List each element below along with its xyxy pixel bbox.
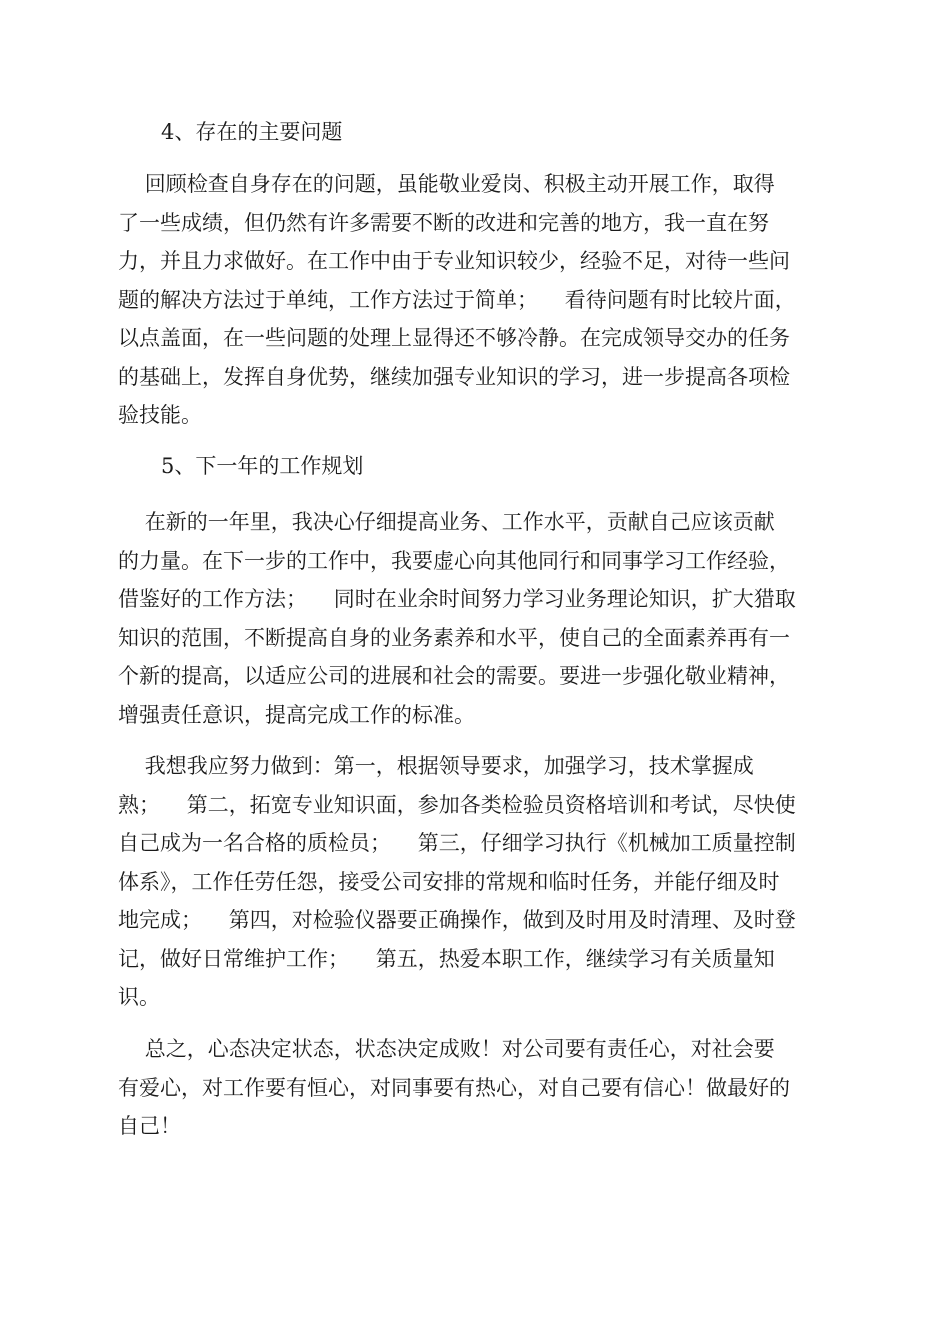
paragraph-line: 我想我应努力做到：第一，根据领导要求，加强学习，技术掌握成 [118, 754, 754, 778]
paragraph-line: 力，并且力求做好。在工作中由于专业知识较少，经验不足，对待一些问 [118, 249, 790, 273]
paragraph-line: 回顾检查自身存在的问题，虽能敬业爱岗、积极主动开展工作，取得 [118, 172, 775, 196]
paragraph-line: 有爱心，对工作要有恒心，对同事要有热心，对自己要有信心！做最好的 [118, 1075, 790, 1100]
paragraph-line: 熟； 第二，拓宽专业知识面，参加各类检验员资格培训和考试，尽快使 [118, 792, 796, 817]
paragraph-line: 题的解决方法过于单纯，工作方法过于简单； 看待问题有时比较片面， [118, 287, 796, 312]
paragraph-line: 识。 [118, 985, 160, 1009]
section-heading-text: 5、下一年的工作规划 [161, 454, 364, 478]
paragraph-line: 增强责任意识，提高完成工作的标准。 [118, 702, 475, 727]
paragraph-line: 自己！ [118, 1114, 181, 1138]
paragraph-line: 在新的一年里，我决心仔细提高业务、工作水平，贡献自己应该贡献 [118, 510, 775, 534]
paragraph-line: 的基础上，发挥自身优势，继续加强专业知识的学习，进一步提高各项检 [118, 364, 790, 389]
paragraph-line: 体系》，工作任劳任怨，接受公司安排的常规和临时任务，并能仔细及时 [118, 869, 780, 894]
paragraph-conclusion [118, 1030, 834, 1146]
paragraph-line: 记，做好日常维护工作； 第五，热爱本职工作，继续学习有关质量知 [118, 946, 775, 971]
paragraph-line: 借鉴好的工作方法； 同时在业余时间努力学习业务理论知识，扩大猎取 [118, 587, 796, 611]
paragraph-line: 的力量。在下一步的工作中，我要虚心向其他同行和同事学习工作经验， [118, 548, 790, 573]
paragraph-line: 自己成为一名合格的质检员； 第三，仔细学习执行《机械加工质量控制 [118, 831, 796, 855]
paragraph-goals [118, 747, 834, 1017]
section-heading-text: 4、存在的主要问题 [161, 120, 343, 144]
paragraph-line: 个新的提高，以适应公司的进展和社会的需要。要进一步强化敬业精神， [118, 664, 790, 688]
paragraph-line: 知识的范围，不断提高自身的业务素养和水平，使自己的全面素养再有一 [118, 625, 790, 650]
section-heading-5 [118, 447, 834, 485]
paragraph-line: 地完成； 第四，对检验仪器要正确操作，做到及时用及时清理、及时登 [118, 908, 796, 932]
paragraph-line: 以点盖面，在一些问题的处理上显得还不够冷静。在完成领导交办的任务 [118, 326, 790, 350]
paragraph-line: 了一些成绩，但仍然有许多需要不断的改进和完善的地方，我一直在努 [118, 210, 769, 235]
section-heading-4 [118, 113, 834, 151]
paragraph-line: 验技能。 [118, 403, 202, 427]
paragraph-plan [118, 503, 834, 734]
paragraph-line: 总之，心态决定状态，状态决定成败！对公司要有责任心，对社会要 [118, 1037, 775, 1061]
paragraph-problems [118, 165, 834, 435]
